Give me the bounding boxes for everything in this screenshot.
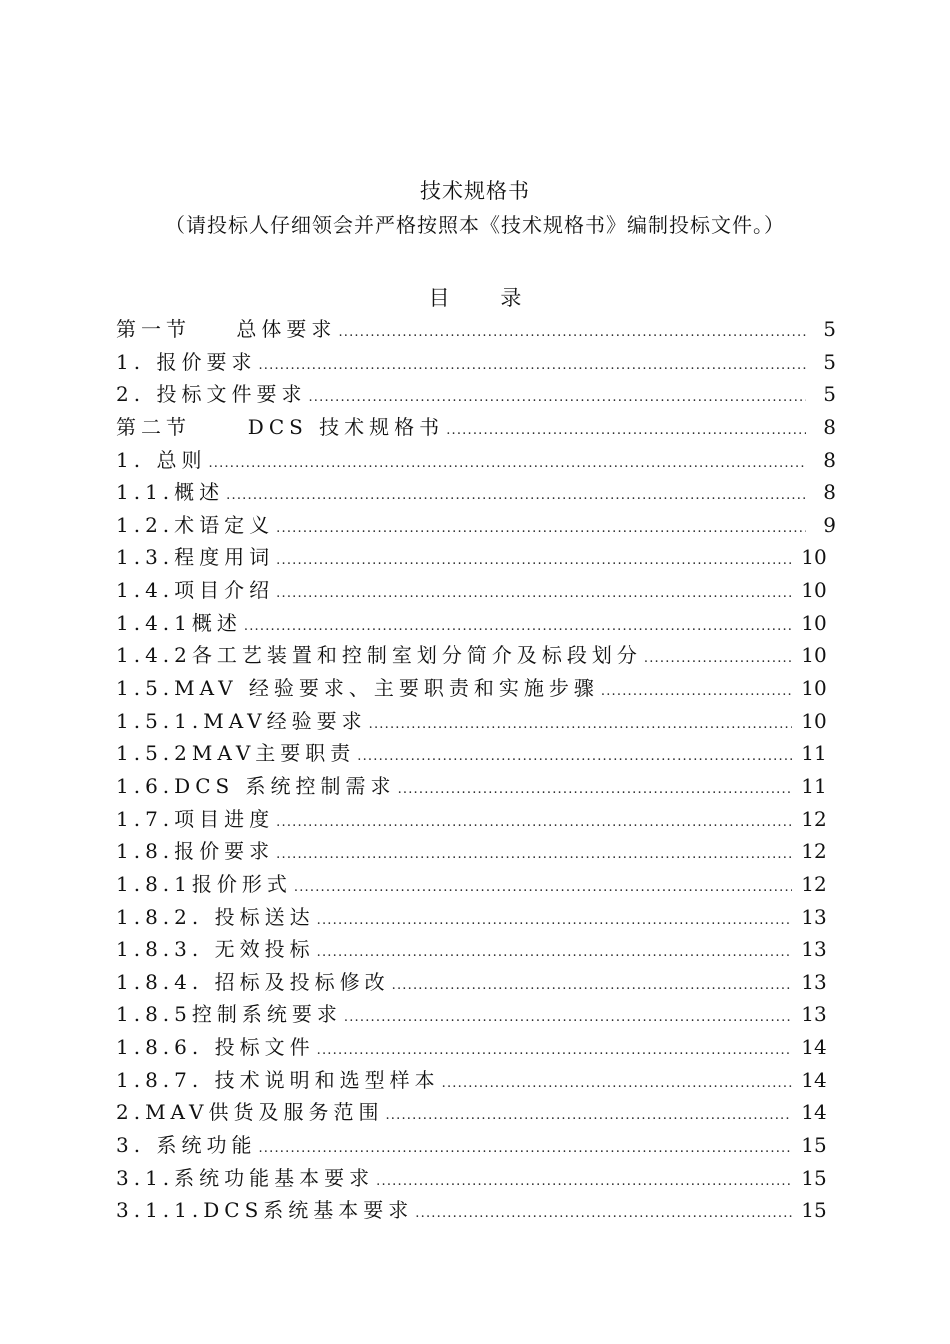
toc-entry-page-number: 8 xyxy=(823,480,836,505)
toc-entry-label: 1.5.MAV 经验要求、主要职责和实施步骤 xyxy=(116,676,599,701)
document-title: 技术规格书 xyxy=(420,179,530,203)
toc-dot-leader xyxy=(369,710,792,740)
toc-entry-label: 1.5.2MAV主要职责 xyxy=(116,741,356,766)
toc-entry-label: 1.8.2. 投标送达 xyxy=(116,904,315,929)
toc-entry-page-number: 13 xyxy=(801,969,827,994)
toc-entry-page-number: 11 xyxy=(801,773,827,798)
toc-entry[interactable] xyxy=(116,347,836,380)
toc-entry-label: 3.1.系统功能基本要求 xyxy=(116,1165,375,1190)
toc-entry[interactable] xyxy=(116,314,836,347)
toc-dot-leader xyxy=(317,906,792,936)
toc-entry[interactable] xyxy=(116,1130,836,1163)
toc-entry-label: 3. 系统功能 xyxy=(116,1133,257,1158)
toc-entry-label: 1.8.4. 招标及投标修改 xyxy=(116,969,390,994)
toc-entry-page-number: 13 xyxy=(801,1002,827,1027)
toc-entry[interactable] xyxy=(116,673,836,706)
toc-entry-page-number: 12 xyxy=(801,839,827,864)
toc-dot-leader xyxy=(276,840,792,870)
toc-entry-page-number: 15 xyxy=(801,1165,827,1190)
toc-dot-leader xyxy=(317,938,792,968)
toc-entry-page-number: 10 xyxy=(801,578,827,603)
toc-dot-leader xyxy=(385,1101,792,1131)
toc-dot-leader xyxy=(398,775,792,805)
toc-entry-label: 1.6.DCS 系统控制需求 xyxy=(116,773,396,798)
toc-heading: 目 录 xyxy=(428,286,544,310)
toc-entry[interactable] xyxy=(116,967,836,1000)
toc-entry-label: 第二节 DCS 技术规格书 xyxy=(116,414,445,439)
toc-entry-label: 1.2.术语定义 xyxy=(116,512,275,537)
toc-dot-leader xyxy=(376,1167,792,1197)
toc-entry[interactable] xyxy=(116,575,836,608)
toc-dot-leader xyxy=(392,971,792,1001)
toc-entry-page-number: 14 xyxy=(801,1067,827,1092)
toc-entry[interactable] xyxy=(116,934,836,967)
toc-entry-label: 1.8.3. 无效投标 xyxy=(116,937,315,962)
toc-entry-page-number: 13 xyxy=(801,904,827,929)
toc-dot-leader xyxy=(244,612,792,642)
toc-dot-leader xyxy=(258,351,806,381)
toc-entry[interactable] xyxy=(116,379,836,412)
toc-dot-leader xyxy=(226,481,806,511)
toc-entry-label: 1. 报价要求 xyxy=(116,349,257,374)
toc-dot-leader xyxy=(276,808,792,838)
toc-entry[interactable] xyxy=(116,1163,836,1196)
toc-entry[interactable] xyxy=(116,869,836,902)
toc-entry-label: 2.MAV供货及服务范围 xyxy=(116,1100,384,1125)
toc-entry-label: 1.8.6. 投标文件 xyxy=(116,1035,315,1060)
toc-entry-label: 1.1.概述 xyxy=(116,480,225,505)
toc-dot-leader xyxy=(415,1199,792,1229)
toc-dot-leader xyxy=(446,416,806,446)
toc-entry-page-number: 8 xyxy=(823,447,836,472)
toc-entry-page-number: 5 xyxy=(823,349,836,374)
toc-entry-page-number: 14 xyxy=(801,1100,827,1125)
toc-entry-page-number: 8 xyxy=(823,414,836,439)
toc-dot-leader xyxy=(294,873,792,903)
toc-entry-page-number: 10 xyxy=(801,545,827,570)
toc-entry-page-number: 9 xyxy=(823,512,836,537)
toc-entry[interactable] xyxy=(116,1032,836,1065)
toc-entry-label: 1.8.5控制系统要求 xyxy=(116,1002,342,1027)
toc-entry-page-number: 13 xyxy=(801,937,827,962)
toc-entry-label: 1.7.项目进度 xyxy=(116,806,275,831)
toc-entry-page-number: 10 xyxy=(801,676,827,701)
toc-entry[interactable] xyxy=(116,1097,836,1130)
toc-entry-page-number: 12 xyxy=(801,806,827,831)
toc-entry-label: 1.8.1报价形式 xyxy=(116,871,292,896)
toc-entry-label: 第一节 总体要求 xyxy=(116,317,337,341)
toc-entry-page-number: 15 xyxy=(801,1133,827,1158)
toc-entry-page-number: 14 xyxy=(801,1035,827,1060)
toc-dot-leader xyxy=(258,1134,792,1164)
toc-entry-label: 1.8.报价要求 xyxy=(116,839,275,864)
toc-entry-label: 3.1.1.DCS系统基本要求 xyxy=(116,1198,414,1223)
toc-entry-page-number: 10 xyxy=(801,610,827,635)
toc-entry[interactable] xyxy=(116,836,836,869)
toc-dot-leader xyxy=(442,1069,792,1099)
toc-dot-leader xyxy=(601,677,792,707)
toc-entry-label: 1. 总则 xyxy=(116,447,207,472)
toc-entry[interactable] xyxy=(116,510,836,543)
toc-dot-leader xyxy=(338,318,806,348)
toc-entry[interactable] xyxy=(116,1195,836,1228)
toc-entry-page-number: 11 xyxy=(801,741,827,766)
toc-entry[interactable] xyxy=(116,445,836,478)
toc-dot-leader xyxy=(276,546,792,576)
toc-dot-leader xyxy=(644,644,792,674)
toc-entry[interactable] xyxy=(116,477,836,510)
toc-entry-page-number: 12 xyxy=(801,871,827,896)
toc-entry[interactable] xyxy=(116,999,836,1032)
toc-dot-leader xyxy=(276,579,792,609)
toc-entry[interactable] xyxy=(116,771,836,804)
document-subtitle: （请投标人仔细领会并严格按照本《技术规格书》编制投标文件。） xyxy=(165,213,785,237)
table-of-contents xyxy=(116,314,836,1228)
toc-dot-leader xyxy=(317,1036,792,1066)
toc-entry-label: 1.4.项目介绍 xyxy=(116,578,275,603)
toc-entry-page-number: 5 xyxy=(823,317,836,341)
toc-dot-leader xyxy=(308,383,806,413)
toc-dot-leader xyxy=(357,742,792,772)
toc-entry-page-number: 10 xyxy=(801,708,827,733)
toc-dot-leader xyxy=(344,1003,792,1033)
toc-entry-page-number: 15 xyxy=(801,1198,827,1223)
toc-entry[interactable] xyxy=(116,640,836,673)
toc-entry-page-number: 10 xyxy=(801,643,827,668)
toc-entry[interactable] xyxy=(116,1065,836,1098)
toc-entry-page-number: 5 xyxy=(823,382,836,407)
toc-entry-label: 1.8.7. 技术说明和选型样本 xyxy=(116,1067,440,1092)
toc-entry-label: 1.4.1概述 xyxy=(116,610,242,635)
toc-entry-label: 1.3.程度用词 xyxy=(116,545,275,570)
toc-entry[interactable] xyxy=(116,804,836,837)
toc-entry[interactable] xyxy=(116,542,836,575)
toc-entry[interactable] xyxy=(116,608,836,641)
toc-entry[interactable] xyxy=(116,412,836,445)
toc-entry[interactable] xyxy=(116,706,836,739)
toc-entry-label: 1.5.1.MAV经验要求 xyxy=(116,708,367,733)
toc-dot-leader xyxy=(208,449,806,479)
toc-entry[interactable] xyxy=(116,738,836,771)
toc-entry-label: 2. 投标文件要求 xyxy=(116,382,307,407)
toc-entry-label: 1.4.2各工艺装置和控制室划分简介及标段划分 xyxy=(116,643,642,668)
toc-entry[interactable] xyxy=(116,902,836,935)
toc-dot-leader xyxy=(276,514,806,544)
